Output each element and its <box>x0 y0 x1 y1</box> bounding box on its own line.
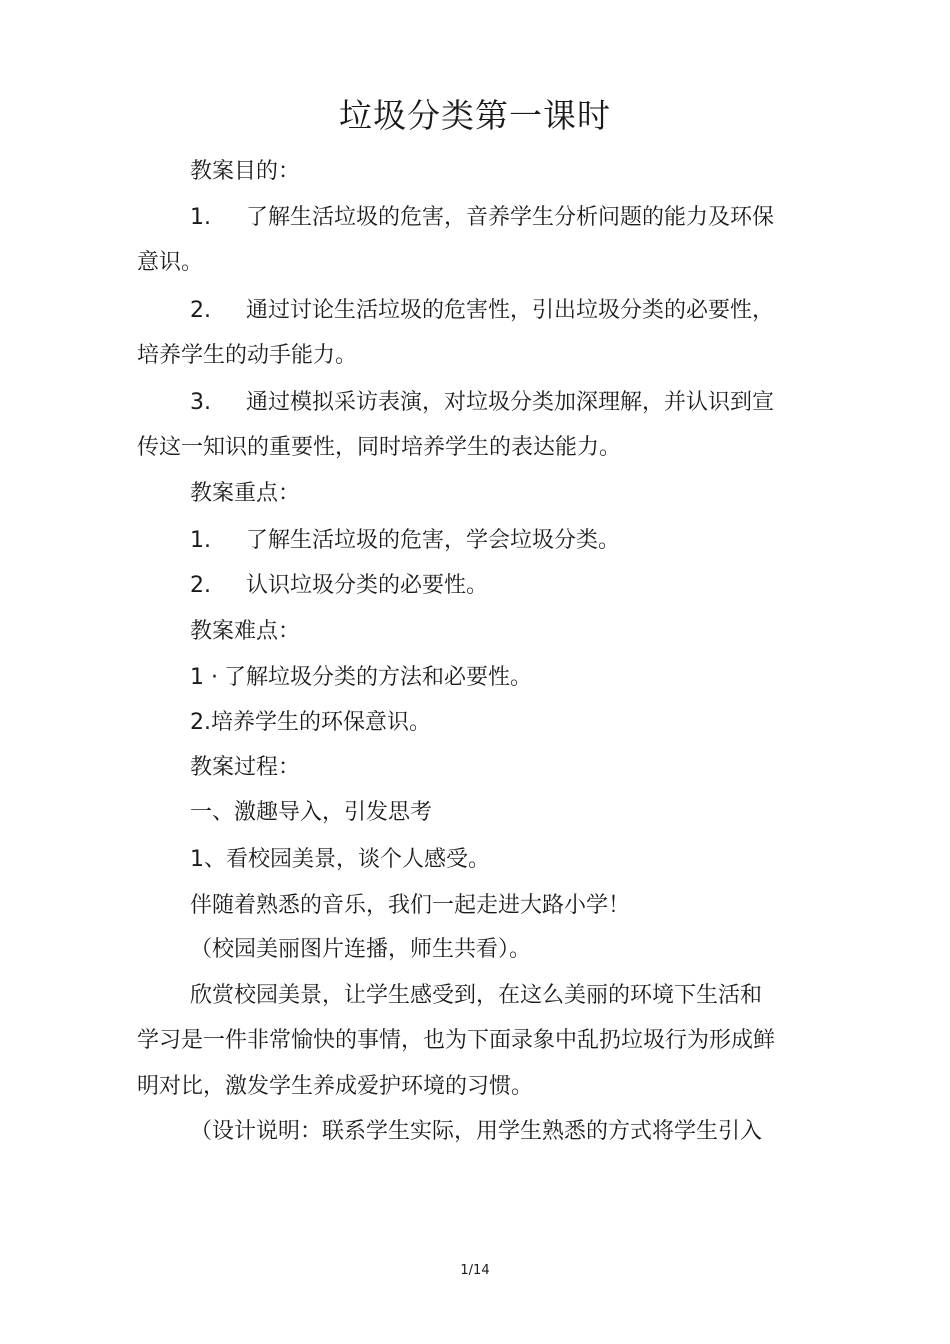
page-number: 1/14 <box>460 1263 490 1278</box>
difficulty-item-1-text: 了解垃圾分类的方法和必要性。 <box>223 665 532 690</box>
paragraph-3-line2: 学习是一件非常愉快的事情，也为下面录象中乱扔垃圾行为形成鲜 <box>137 1028 776 1053</box>
key-point-item-2 <box>190 571 488 601</box>
difficulties-heading: 教案难点： <box>190 619 301 644</box>
objective-item-2-text: 通过讨论生活垃圾的危害性，引出垃圾分类的必要性， <box>246 298 775 323</box>
paragraph-3-line1: 欣赏校园美景，让学生感受到，在这么美丽的环境下生活和 <box>190 983 763 1008</box>
paragraph-2: （校园美丽图片连播，师生共看）。 <box>190 937 532 962</box>
objective-item-1-text: 了解生活垃圾的危害，音养学生分析问题的能力及环保 <box>246 205 775 230</box>
difficulty-item-1 <box>190 663 532 693</box>
difficulty-item-2-number: 2. <box>190 710 211 735</box>
step-1-number: 1 <box>190 847 204 872</box>
key-point-item-2-text: 认识垃圾分类的必要性。 <box>246 573 489 598</box>
objective-item-2-line1 <box>190 296 774 326</box>
paragraph-4: （设计说明：联系学生实际，用学生熟悉的方式将学生引入 <box>190 1119 763 1144</box>
objective-item-3-line1 <box>190 388 774 418</box>
step-1-text: 、看校园美景，谈个人感受。 <box>204 847 491 872</box>
key-point-item-2-number: 2. <box>190 573 211 598</box>
paragraph-3-line3: 明对比，激发学生养成爱护环境的习惯。 <box>137 1074 534 1099</box>
difficulty-item-2 <box>190 708 431 738</box>
key-point-item-1 <box>190 526 620 556</box>
section-1-heading: 一、激趣导入，引发思考 <box>190 800 433 825</box>
objective-item-3-number: 3. <box>190 390 211 415</box>
objectives-heading: 教案目的： <box>190 159 301 184</box>
key-point-item-1-number: 1. <box>190 528 211 553</box>
step-1 <box>190 845 490 875</box>
key-points-heading: 教案重点： <box>190 481 301 506</box>
process-heading: 教案过程： <box>190 755 301 780</box>
paragraph-1: 伴随着熟悉的音乐，我们一起走进大路小学！ <box>190 893 631 918</box>
objective-item-2-line2: 培养学生的动手能力。 <box>137 343 358 368</box>
objective-item-3-text: 通过模拟采访表演，对垃圾分类加深理解，并认识到宣 <box>246 390 775 415</box>
objective-item-3-line2: 传这一知识的重要性，同时培养学生的表达能力。 <box>137 435 622 460</box>
key-point-item-1-text: 了解生活垃圾的危害，学会垃圾分类。 <box>246 528 621 553</box>
objective-item-2-number: 2. <box>190 298 211 323</box>
objective-item-1-line2: 意识。 <box>137 250 204 275</box>
difficulty-item-2-text: 培养学生的环保意识。 <box>211 710 432 735</box>
objective-item-1-line1 <box>190 203 774 233</box>
objective-item-1-number: 1. <box>190 205 211 230</box>
document-title: 垃圾分类第一课时 <box>339 96 611 135</box>
difficulty-item-1-number: 1 · <box>190 665 218 690</box>
